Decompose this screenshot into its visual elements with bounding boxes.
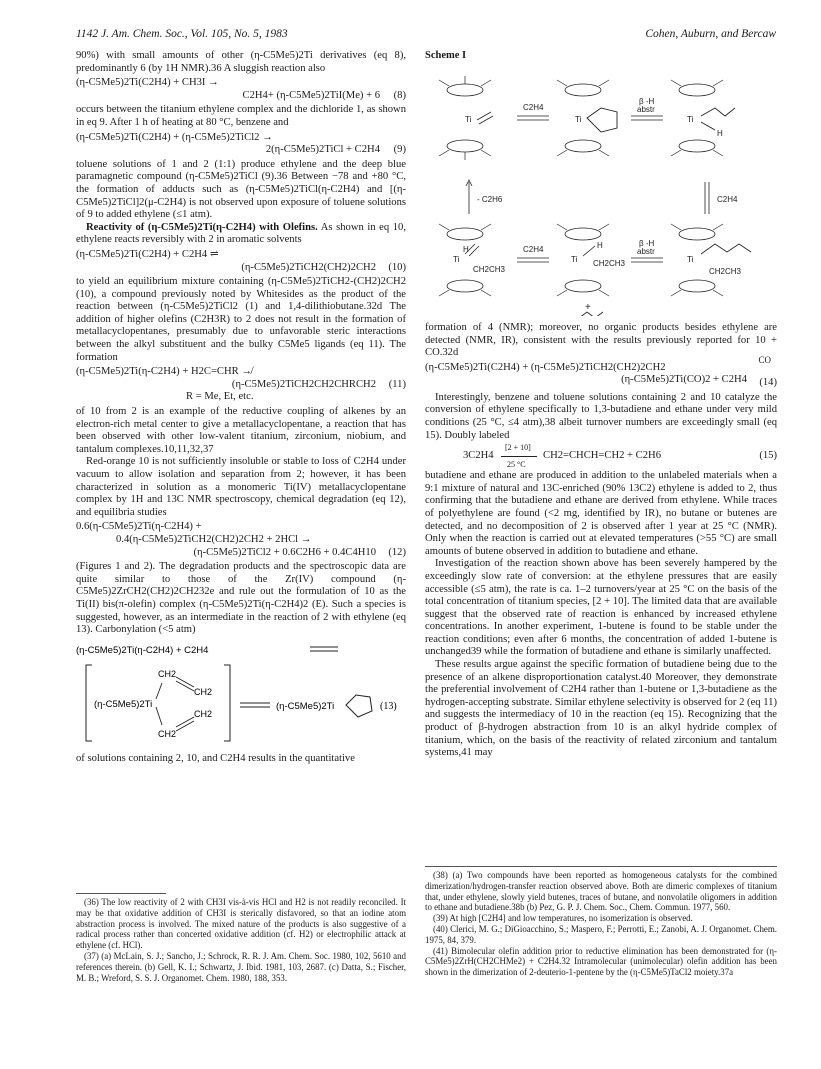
equation-line: (η-C5Me5)2Ti(C2H4) + CH3I → (76, 77, 219, 89)
paragraph: occurs between the titanium ethylene complex and the dichloride 1, as shown in eq 9. After 1 h of heating at 80 °C, benzene and (76, 104, 406, 128)
equation-line: (η-C5Me5)2Ti(C2H4) + (η-C5Me5)2TiCl2 → (76, 131, 273, 143)
pi-bond-line (156, 683, 162, 699)
footnote-37: (37) (a) McLain, S. J.; Sancho, J.; Schrock, R. R. J. Am. Chem. Soc. 1980, 102, 5610 and references therein. (b) Gell, K. I.; Schwartz, J. Ibid. 1981, 103, 2687. (c) Datta, S.; Fischer, M. B.; Wreford, S. S. J. Organomet. Chem. 1980, 188, 353. (76, 950, 406, 983)
equation-12 (76, 521, 406, 559)
reagent-label: - C2H6 (477, 195, 503, 204)
equation-11 (76, 366, 406, 404)
plus-sign: + (585, 302, 591, 313)
footnotes-left (76, 897, 406, 983)
paragraph-text: As shown in eq 10, ethylene reacts reversibly with 2 in aromatic solvents (76, 221, 406, 246)
equation-line (76, 379, 406, 392)
butadiene-structure (579, 312, 603, 316)
reaction-arrow (501, 456, 537, 457)
paragraph: Interestingly, benzene and toluene solutions containing 2 and 10 catalyze the conversion of ethylene specifically to 1,3-butadiene and ethane under very mild conditions (25 °C, ≤4 atm),38 albeit turnover numbers are exceedingly small (eq 15). Doubly labeled (425, 391, 777, 441)
ethyl-label: CH2CH3 (473, 265, 506, 274)
paragraph: (Figures 1 and 2). The degradation products and the spectroscopic data are quite similar to those of the Zr(IV) compound (η-C5Me5)2ZrCH2(CH2)2CH232e and rule out the formulation of 10 as the Ti(II) bis(π-olefin) complex (η-C5Me5)2Ti(η-C2H4)2 (E). Such a species is suggested, however, as an intermediate in the reaction of 2 with ethylene (eq 13). Carbonylation (<5 atm) (76, 561, 406, 636)
header-authors: Cohen, Auburn, and Bercaw (645, 28, 776, 40)
ti-label: Ti (571, 255, 578, 264)
ch2-label: CH2 (194, 686, 213, 697)
metallocene-structure (557, 224, 626, 296)
equation-line: R = Me, Et, etc. (186, 391, 254, 403)
header-journal: 1142 J. Am. Chem. Soc., Vol. 105, No. 5, 1983 (76, 28, 288, 40)
right-bracket (224, 665, 230, 741)
equation-13 (76, 641, 406, 749)
ch2-label: CH2 (158, 668, 177, 679)
hydride-label: H (463, 245, 469, 254)
reagent-label: C2H4 (523, 245, 544, 254)
paragraph: These results argue against the specific formation of butadiene being due to the presence of an alkene disproportionation catalyst.40 Moreover, they demonstrate the preferential involvement of C2H4 rather than 1-butene or 1,3-butadiene as the hydrogen-accepting substrate. Similar ethylene selectivity is observed for 2 (eq 11) and suggests the intermediacy of 10 in the reaction (eq 15). Recognizing that the product of β-hydrogen abstraction from 10 is an alkyl hydride complex of titanium, which, on the basis of the reactivity of related zirconium and tantalum systems,41 may (425, 659, 777, 759)
equation-number: (8) (393, 89, 406, 101)
equation-15 (425, 444, 777, 468)
equation-line: 0.4(η-C5Me5)2TiCH2(CH2)2CH2 + 2HCl → (116, 533, 312, 545)
equation-13-graphic (76, 641, 406, 749)
ch2-label: CH2 (194, 708, 213, 719)
metallocene-structure (439, 224, 506, 296)
product-ti-label: (η-C5Me5)2Ti (276, 700, 335, 712)
ti-label: Ti (575, 115, 582, 124)
equation-number: (12) (388, 546, 406, 558)
equation-14 (425, 354, 777, 390)
reaction-label: abstr (637, 105, 655, 114)
equation-line: (η-C5Me5)2Ti(C2H4) + C2H4 ⇌ (76, 248, 219, 260)
running-header (76, 28, 776, 44)
right-column (425, 46, 777, 760)
reagent-label: C2H4 (523, 103, 544, 112)
equation-line: C2H4+ (η-C5Me5)2TiI(Me) + 6 (242, 89, 380, 101)
scheme-graphic (425, 46, 777, 316)
equation-line: (η-C5Me5)2TiCH2(CH2)2CH2 (241, 261, 376, 273)
paragraph: to yield an equilibrium mixture containing (η-C5Me5)2TiCH2-(CH2)2CH2 (10), a compound previously noted by Whitesides as the product of the reaction between (η-C5Me5)2TiCl2 (1) and 1,4-dilithiobutane.32d The addition of higher olefins (C2H3R) to 2 does not result in the formation of metallacyclopentanes, presumably due to unfavorable steric interactions between the alkyl substituent and the bulky C5Me5 ligands (eq 11). The formation (76, 276, 406, 363)
ti-label: Ti (453, 255, 460, 264)
reagent-label: C2H4 (717, 195, 738, 204)
equation-line: (η-C5Me5)2Ti(C2H4) + (η-C5Me5)2TiCH2(CH2)2CH2 (425, 361, 666, 373)
metallocene-structure (671, 224, 751, 296)
ethyl-label: CH2CH3 (593, 259, 626, 268)
ti-label: Ti (465, 115, 472, 124)
equation-10 (76, 249, 406, 274)
arrow-label: 25 °C (507, 460, 526, 470)
equation-9 (76, 132, 406, 157)
equation-number: (11) (388, 378, 406, 390)
footnote-41: (41) Bimolecular olefin addition prior to reductive elimination has been demonstrated for (η-C5Me5)2ZrH(CH2CHMe2) + C2H4.32 Intramolecular (unimolecular) olefin addition has been shown in the dimerization of 2-deuterio-1-pentene by the (η-C5Me5)TaCl2 moiety.37a (425, 945, 777, 978)
paragraph: of solutions containing 2, 10, and C2H4 results in the quantitative (76, 752, 355, 764)
footnote-40: (40) Clerici, M. G.; DiGioacchino, S.; Maspero, F.; Perrotti, E.; Zanobi, A. J. Organomet. Chem. 1975, 84, 379. (425, 923, 777, 945)
equation-reactant: 3C2H4 (463, 450, 494, 462)
metallocene-structure (439, 76, 493, 160)
equation-line: 0.6(η-C5Me5)2Ti(η-C2H4) + (76, 521, 202, 533)
footnote-39: (39) At high [C2H4] and low temperatures, no isomerization is observed. (433, 913, 693, 924)
equation-number: (13) (380, 700, 397, 712)
arrow-label: CO (758, 354, 771, 365)
equation-line: (η-C5Me5)2TiCl2 + 0.6C2H6 + 0.4C4H10 (193, 546, 376, 558)
equation-text: (η-C5Me5)2TiCH2CH2CHRCH2 (231, 378, 376, 390)
equation-8 (76, 77, 406, 102)
footnotes-right (425, 870, 777, 978)
bracket-ti-label: (η-C5Me5)2Ti (94, 698, 153, 710)
metallocene-structure (671, 80, 735, 156)
paragraph: 90%) with small amounts of other (η-C5Me5)2Ti derivatives (eq 8), predominantly 6 (by 1H NMR).36 A sluggish reaction also (76, 50, 406, 74)
paragraph: Investigation of the reaction shown above has been severely hampered by the exceedingly slow rate of conversion: at the ethylene pressures that are easily accessible (≤5 atm), the rate is ca. 1–2 turnovers/year at 25 °C on the basis of the total concentration of titanium species, [2 + 10]. The limited data that are available suggest that the observed rate of reaction is enhanced by increased ethylene concentrations. In another experiment, 1-butene is found to be stable under the reaction conditions; even after 6 months, the concentration of added 1-butene is unchanged39 while the formation of butadiene and ethane is similarly unaffected. (425, 558, 777, 658)
paragraph: Red-orange 10 is not sufficiently insoluble or stable to loss of C2H4 under vacuum to allow isolation and separation from 2; however, it has been characterized in solution as a monomeric Ti(IV) metallacyclopentane complex by 1H and 13C NMR spectroscopy, chemical degradation (eq 12), and equilibria studies (76, 456, 406, 518)
scheme-1 (425, 46, 777, 316)
paragraph: butadiene and ethane are produced in addition to the unlabeled materials when a 9:1 mixture of natural and 13C-enriched (90% 13C2) ethylene is added to 2, thus confirming that the butadiene and ethane are derived from ethylene. While traces of polyethylene are found (<2 mg, identified by IR), no butane or butenes are detected, and no decomposition of 2 is observed after 1 year at 25 °C (NMR). Only when the reaction is carried out at elevated temperatures (>55 °C) are small amounts of butene observed in addition to butadiene and ethane. (425, 470, 777, 557)
metallocene-structure (557, 80, 617, 156)
paragraph: formation of 4 (NMR); moreover, no organic products besides ethylene are detected (NMR, IR), consistent with the results previously reported for 10 + CO.32d (425, 322, 777, 359)
footnote-38: (38) (a) Two compounds have been reported as homogeneous catalysts for the combined dimerization/hydrogen-transfer reaction observed above. Both are dimeric complexes of titanium that, under ethylene, slowly yield butenes, traces of butane, and nonvolatile oligomers in addition to ethane and butadiene.38b (b) Pez, G. P. J. Chem. Soc., Chem. Commun. 1977, 560. (425, 870, 777, 913)
arrow-label: [2 + 10] (505, 443, 531, 453)
scheme-title: Scheme I (425, 50, 467, 61)
paragraph: toluene solutions of 1 and 2 (1:1) produce ethylene and the deep blue paramagnetic compound (η-C5Me5)2TiCl (9).36 Between −78 and +80 °C, the formation of adducts such as (η-C5Me5)2TiCl(η-C2H4) and [(η-C5Me5)2TiCl]2(μ-C2H4) is not observed upon exposure of toluene solutions of 9 to added ethylene (≤1 atm). (76, 158, 406, 221)
ti-label: Ti (687, 255, 694, 264)
equation-line: (η-C5Me5)2Ti(η-C2H4) + H2C=CHR ↛ (76, 366, 252, 378)
reaction-label: β -H (639, 97, 655, 106)
equation-product: CH2=CHCH=CH2 + C2H6 (543, 450, 661, 462)
left-bracket (86, 665, 92, 741)
equation-line: 2(η-C5Me5)2TiCl + C2H4 (265, 144, 380, 156)
equation-13-reactants: (η-C5Me5)2Ti(η-C2H4) + C2H4 (76, 644, 209, 656)
metallacycle-ring (346, 695, 372, 717)
equation-line: (η-C5Me5)2Ti(CO)2 + C2H4 (621, 374, 747, 386)
equation-number: (9) (393, 144, 406, 156)
equation-number: (10) (388, 261, 406, 273)
paragraph: of 10 from 2 is an example of the reductive coupling of alkenes by an electron-rich metal center to give a metallacyclopentane, a reaction that has been observed with other low-valent titanium, zirconium, niobium, and tantalum complexes.10,11,32,37 (76, 406, 406, 455)
hydride-label: H (597, 241, 603, 250)
hydride-label: H (717, 129, 723, 138)
footnote-rule (76, 893, 166, 894)
paragraph (76, 222, 406, 247)
reaction-label: β -H (639, 239, 655, 248)
ti-label: Ti (687, 115, 694, 124)
footnote-36: (36) The low reactivity of 2 with CH3I vis-à-vis HCl and H2 is not readily reconciled. It may be that oxidative addition of CH3I is sterically disfavored, so that an iodine atom abstraction process is involved. The mixed nature of the products is also suggestive of a radical process rather than concerted oxidative addition (cf. H2) or electrophilic attack at ethylene (cf. HCl). (76, 897, 406, 951)
section-subheading: Reactivity of (η-C5Me5)2Ti(η-C2H4) with Olefins. (86, 221, 318, 233)
left-column (76, 50, 406, 765)
reaction-label: abstr (637, 247, 655, 256)
pi-bond-line (156, 707, 162, 725)
footnote-rule (425, 866, 777, 867)
ethyl-label: CH2CH3 (709, 267, 742, 276)
equation-number: (15) (759, 450, 777, 462)
equation-number: (14) (759, 377, 777, 389)
ch2-label: CH2 (158, 728, 177, 739)
